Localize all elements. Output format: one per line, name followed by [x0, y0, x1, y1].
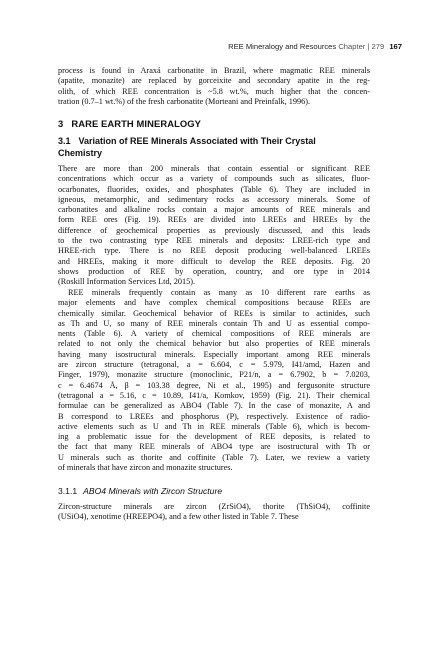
- text-line: B correspond to LREEs and phosphorus (P), respectively. Existence of radio-: [58, 411, 370, 421]
- text-line: the fact that many REE minerals of ABO4 type are isostructural with Th or: [58, 442, 370, 452]
- text-line: active elements such as U and Th in REE minerals (Table 6), which is becom-: [58, 421, 370, 431]
- text-line: shows production of REE by operation, country, and ore type in 2014: [58, 266, 370, 276]
- text-line: and HREEs, making it more difficult to develop the REE deposits. Fig. 20: [58, 256, 370, 266]
- section-number: 3: [58, 118, 64, 129]
- body-paragraph-1: [58, 164, 370, 288]
- text-line: igneous, metamorphic, and sedimentary rocks as accessory minerals. Some of: [58, 194, 370, 204]
- text-line: related to not only the chemical behavior but also properties of REE minerals: [58, 339, 370, 349]
- subsubsection-title: ABO4 Minerals with Zircon Structure: [83, 486, 223, 496]
- text-line: HREE-rich type. There is no REE deposit producing well-balanced LREEs: [58, 246, 370, 256]
- section-title: RARE EARTH MINERALOGY: [71, 118, 202, 129]
- section-3-1-heading: [58, 135, 370, 159]
- body-paragraph-2: [58, 288, 370, 473]
- text-line: difference of geochemical properties as previously discussed, and this leads: [58, 225, 370, 235]
- text-line: olith, of which REE concentration is ~5.8 wt.%, much higher that the concen-: [58, 86, 370, 96]
- page-number: 167: [389, 42, 402, 51]
- subsection-title-line1: Variation of REE Minerals Associated with Their Crystal: [78, 136, 316, 146]
- text-line: form REE ores (Fig. 19). REEs are divided into LREEs and HREEs by the: [58, 215, 370, 225]
- text-line: Finger, 1979), monazite structure (monoclinic, P21/n, a = 6.7902, b = 7.0203,: [58, 370, 370, 380]
- text-line: as Th and U, so many of REE minerals contain Th and U as essential compo-: [58, 318, 370, 328]
- text-line: (USiO4), xenotime (HREEPO4), and a few other listed in Table 7. These: [58, 512, 299, 522]
- text-line: ing a problematic issue for the development of REE deposits, is related to: [58, 432, 370, 442]
- text-line: chemically similar. Geochemical behavior of REEs is similar to actinides, such: [58, 308, 370, 318]
- text-line: carbonatites and alkaline rocks contain a major amounts of REE minerals and: [58, 205, 370, 215]
- text-line: nents (Table 6). A variety of chemical compositions of REE minerals are: [58, 329, 370, 339]
- intro-paragraph: [58, 66, 370, 107]
- text-line: (tetragonal a = 5.16, c = 10.89, I41/a, Komkov, 1959) (Fig. 21). Their chemical: [58, 390, 370, 400]
- running-head: [228, 42, 402, 51]
- section-3-heading: [58, 118, 370, 129]
- text-line: c = 6.4674 Å, β = 103.38 degree, Ni et al., 1995) and fergusonite structure: [58, 380, 370, 390]
- subsection-title-line2: Chemistry: [58, 148, 103, 158]
- running-head-title: REE Mineralogy and Resources: [228, 42, 337, 51]
- body-paragraph-3: [58, 502, 370, 523]
- section-3-1-1-heading: [58, 486, 370, 496]
- text-line: U minerals such as thorite and coffinite (Table 7). Later, we review a variety: [58, 452, 370, 462]
- text-line: There are more than 200 minerals that contain essential or significant REE: [58, 164, 370, 173]
- text-line: tration (0.7–1 wt.%) of the fresh carbonatite (Morteani and Preinfalk, 1996).: [58, 96, 311, 106]
- text-line: of minerals that have zircon and monazite structures.: [58, 463, 233, 473]
- subsection-number: 3.1: [58, 136, 71, 146]
- text-line: having many isostructural minerals. Especially important among REE minerals: [58, 349, 370, 359]
- text-line: concentrations which occur as a variety of compounds such as silicates, fluor-: [58, 174, 370, 184]
- text-line: major elements and have complex chemical compositions because REEs are: [58, 298, 370, 308]
- subsubsection-number: 3.1.1: [58, 486, 78, 496]
- text-line: Zircon-structure minerals are zircon (ZrSiO4), thorite (ThSiO4), coffinite: [58, 502, 370, 511]
- text-line: (Roskill Information Services Ltd, 2015).: [58, 277, 196, 287]
- text-line: (apatite, monazite) are replaced by gorceixite and secondary apatite in the reg-: [58, 76, 370, 86]
- running-head-chapter: Chapter | 279: [338, 42, 385, 51]
- text-line: to the two contrasting type REE minerals and deposits: LREE-rich type and: [58, 236, 370, 246]
- text-line: REE minerals frequently contain as many as 10 different rare earths as: [68, 288, 370, 297]
- text-line: process is found in Araxá carbonatite in Brazil, where magmatic REE minerals: [58, 66, 370, 75]
- text-line: formulae can be generalized as ABO4 (Table 7). In the case of monazite, A and: [58, 401, 370, 411]
- text-line: ocarbonates, fluorides, oxides, and phosphates (Table 6). They are included in: [58, 184, 370, 194]
- text-line: are zircon structure (tetragonal, a = 6.604, c = 5.979, I41/amd, Hazen and: [58, 360, 370, 370]
